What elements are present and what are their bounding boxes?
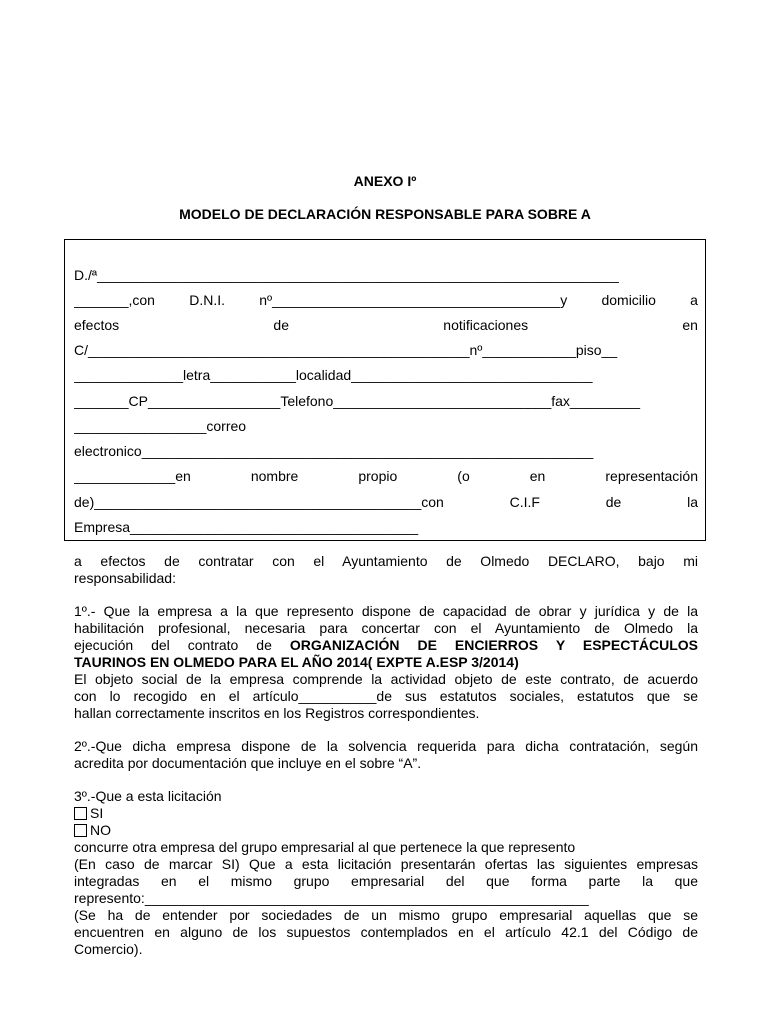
no-checkbox[interactable]	[74, 824, 87, 837]
a-word: a	[690, 292, 698, 308]
clause-1-line-3	[74, 637, 698, 654]
si-label: SI	[90, 805, 104, 821]
word-propio: propio	[358, 468, 398, 484]
si-checkbox[interactable]	[74, 807, 87, 820]
clause-1-line-6: con lo recogido en el artículo__________de sus estatutos sociales, estatutos que se	[74, 688, 698, 704]
clause-3-line-7: encuentren en alguno de los supuestos contemplados en el artículo 42.1 del Código de	[74, 924, 698, 940]
intro-line-2: responsabilidad:	[74, 570, 176, 586]
company-field-line[interactable]: Empresa_____________________________________	[74, 519, 419, 535]
email-field-line[interactable]: electronico__________________________________________________________	[74, 443, 594, 459]
representation-line[interactable]	[74, 468, 698, 485]
contract-name-bold-2: TAURINOS EN OLMEDO PARA EL AÑO 2014( EXPTE A.ESP 3/2014)	[74, 654, 519, 670]
clause-3-line-8: Comercio).	[74, 941, 143, 957]
clause-3-line-3: (En caso de marcar SI) Que a esta licitación presentarán ofertas las siguientes empresas	[74, 856, 698, 872]
clause-1-line-3-text: ejecución del contrato de	[74, 637, 290, 653]
document-title: MODELO DE DECLARACIÓN RESPONSABLE PARA SOBRE A	[179, 206, 591, 222]
word-en: en	[682, 317, 698, 333]
word-efectos: efectos	[74, 317, 120, 333]
clause-2-paragraph	[74, 738, 698, 772]
company-cif-line[interactable]	[74, 494, 698, 511]
dni-field[interactable]: nº_____________________________________y	[259, 292, 568, 308]
word-la: la	[687, 494, 698, 510]
companies-field[interactable]: represento:_________________________________________________________	[74, 890, 589, 906]
intro-line-1: a efectos de contratar con el Ayuntamiento de Olmedo DECLARO, bajo mi	[74, 553, 698, 569]
clause-3-line-2: concurre otra empresa del grupo empresarial al que pertenece la que represento	[74, 839, 576, 855]
clause-3-line-6: (Se ha de entender por sociedades de un mismo grupo empresarial aquellas que se	[74, 907, 698, 923]
clause-2-line-2: acredita por documentación que incluye en el sobre “A”.	[74, 755, 422, 771]
clause-2-line-1: 2º.-Que dicha empresa dispone de la solvencia requerida para dicha contratación, según	[74, 738, 698, 754]
clause-1-line-2: habilitación profesional, necesaria para concertar con el Ayuntamiento de Olmedo la	[74, 620, 698, 636]
clause-1-line-5: El objeto social de la empresa comprende la actividad objeto de este contrato, de acuerdo	[74, 671, 698, 687]
word-cif: C.I.F	[509, 494, 540, 510]
domicile-label: domicilio	[601, 292, 656, 308]
represented-field[interactable]: de)__________________________________________con	[74, 494, 444, 510]
clause-1-paragraph	[74, 603, 698, 722]
letter-locality-line[interactable]: ______________letra___________localidad_______________________________	[74, 367, 593, 383]
cp-phone-fax-line[interactable]: _______CP_________________Telefono____________________________fax_________	[74, 393, 641, 409]
clause-1-line-7: hallan correctamente inscritos en los Registros correspondientes.	[74, 705, 480, 721]
option-no[interactable]	[74, 822, 698, 839]
representation-field[interactable]: _____________en	[74, 468, 191, 484]
street-field-line[interactable]: C/_________________________________________________nº____________piso__	[74, 342, 618, 358]
dni-label: D.N.I.	[189, 292, 225, 308]
clause-1-line-1: 1º.- Que la empresa a la que represento dispone de capacidad de obrar y jurídica y de la	[74, 603, 698, 619]
word-o: (o	[457, 468, 470, 484]
intro-paragraph	[74, 553, 698, 587]
clause-3-paragraph	[74, 788, 698, 958]
word-notificaciones: notificaciones	[443, 317, 529, 333]
name-field-line[interactable]: D./ª___________________________________________________________________	[74, 267, 619, 283]
annex-heading: ANEXO Iº	[353, 173, 417, 189]
clause-3-line-4: integradas en el mismo grupo empresarial del que forma parte la que	[74, 873, 698, 889]
dni-prefix: _______,con	[74, 292, 155, 308]
word-de-2: de	[605, 494, 622, 510]
email-label-line[interactable]: _________________correo	[74, 418, 247, 434]
word-representacion: representación	[605, 468, 698, 484]
contract-name-bold: ORGANIZACIÓN DE ENCIERROS Y ESPECTÁCULOS	[289, 637, 698, 653]
no-label: NO	[90, 822, 111, 838]
word-nombre: nombre	[250, 468, 299, 484]
notification-line	[74, 317, 698, 334]
word-en-2: en	[529, 468, 546, 484]
clause-3-line-1: 3º.-Que a esta licitación	[74, 788, 222, 804]
word-de: de	[273, 317, 289, 333]
dni-address-line[interactable]	[74, 292, 698, 309]
option-si[interactable]	[74, 805, 698, 822]
